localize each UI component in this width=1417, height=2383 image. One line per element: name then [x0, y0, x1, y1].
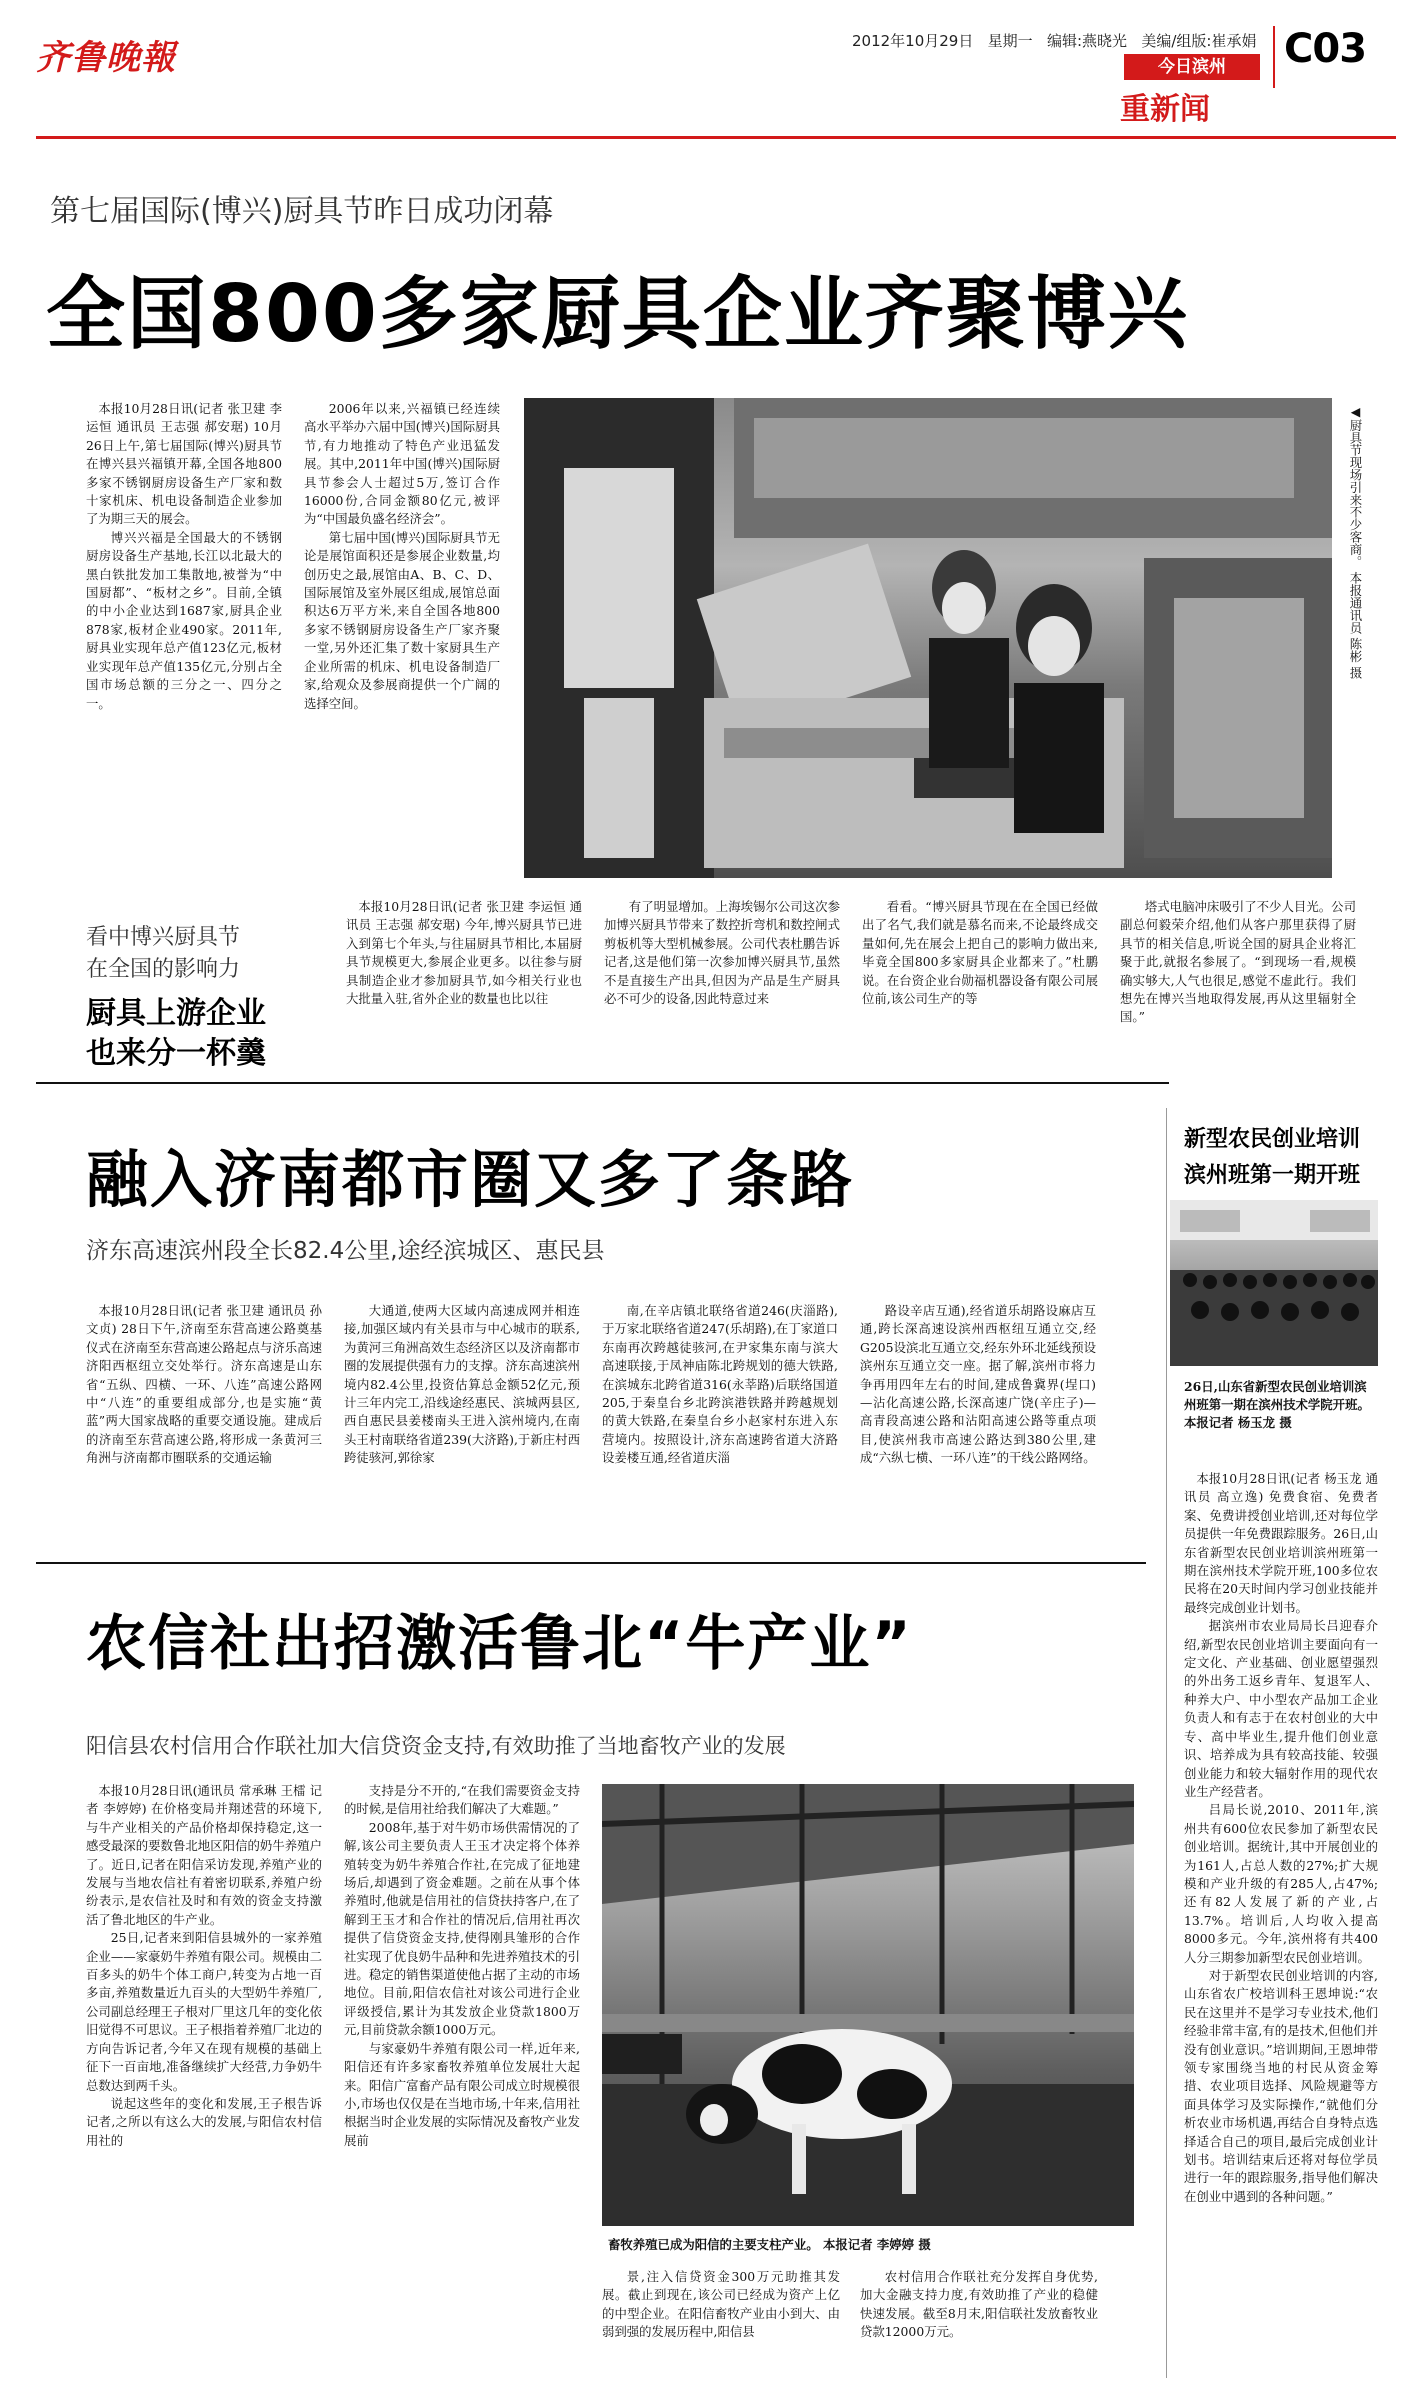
paragraph: 博兴兴福是全国最大的不锈钢厨房设备生产基地,长江以北最大的黑白铁批发加工集散地,被誉为“中国厨都”、“板材之乡”。目前,全镇的中小企业达到1687家,厨具企业878家,板材企业490家。2011年,厨具业实现年总产值123亿元,板材业实现年总产值135亿元,分别占全国市场总额的三分之一、四分之一。 [86, 529, 282, 711]
story1-column-1 [86, 400, 282, 870]
side-kicker-2: 在全国的影响力 [86, 957, 241, 982]
story3-column-2 [344, 1782, 580, 2362]
column-name: 重新闻 [1120, 92, 1210, 127]
section-divider-2 [36, 1562, 1146, 1564]
editor-credit: 编辑:燕晓光 [1047, 32, 1128, 50]
paragraph: 与家豪奶牛养殖有限公司一样,近年来,阳信还有许多家畜牧养殖单位发展壮大起来。阳信广富畜产品有限公司成立时规模很小,市场也仅仅是在当地市场,十年来,信用社根据当时企业发展的实际情况及畜牧产业发展前 [344, 2040, 580, 2148]
right-column-divider [1166, 1108, 1167, 2378]
paragraph: 支持是分不开的,“在我们需要资金支持的时候,是信用社给我们解决了大难题。” [344, 1783, 580, 1817]
story3-column-1 [86, 1782, 322, 2362]
paragraph: 吕局长说,2010、2011年,滨州共有600位农民参加了新型农民创业培训。据统计,其中开展创业的为161人,占总人数的27%;扩大规模和产业升级的有285人,占47%;还有82人发展了新的产业,占13.7%。培训后,人均收入提高8000多元。今年,滨州将有共400人分三期参加新型农民创业培训。 [1184, 1802, 1378, 1965]
weekday: 星期一 [987, 32, 1033, 50]
paragraph: 对于新型农民创业培训的内容,山东省农广校培训科王恩坤说:“农民在这里并不是学习专业技术,他们经验非常丰富,有的是技术,但他们并没有创业意识。”培训期间,王恩坤带领专家围绕当地的村民从资金筹措、农业项目选择、风险规避等方面具体学习及实际操作,“就他们分析农业市场机遇,再结合自身特点选择适合自己的项目,最后完成创业计划书。培训结束后还将对每位学员进行一年的跟踪服务,指导他们解决在创业中遇到的各种问题。” [1184, 1967, 1378, 2204]
story3-photo-dairy-farm [602, 1784, 1134, 2226]
story4-headline-1: 新型农民创业培训 [1184, 1127, 1361, 1152]
story1-lower-column-1 [346, 898, 582, 1068]
masthead-logo: 齐鲁晚報 [36, 38, 176, 78]
paragraph: 看看。“博兴厨具节现在在全国已经做出了名气,我们就是慕名而来,不论最终成交量如何,先在展会上把自己的影响力做出来,毕竟全国800多家厨具企业都来了。”杜鹏说。在台资企业台勋福机器设备有限公司展位前,该公司生产的等 [862, 899, 1098, 1007]
section-tab: 今日滨州 [1124, 54, 1260, 80]
paragraph: 南,在辛店镇北联络省道246(庆淄路),于万家北联络省道247(乐胡路),在丁家道口东南再次跨越徒骇河,在尹家集东南与滨大高速联接,于凤神庙陈北跨规划的德大铁路,在滨城东北跨省道316(永莘路)后联络国道205,于秦皇台乡北跨滨港铁路并跨越规划的黄大铁路,在秦皇台乡小赵家村东进入东营境内。按照设计,济东高速跨省道大济路设姜楼互通,经省道庆淄 [602, 1303, 838, 1466]
expo-scene [524, 398, 1332, 878]
paragraph: 本报10月28日讯(记者 张卫建 通讯员 孙文贞) 28日下午,济南至东营高速公路奠基仪式在济南至东营高速公路起点与济乐高速济阳西枢纽立交处举行。济东高速是山东省“五纵、四横、一环、八连”高速公路网中“八连”的重要组成部分,也是实施“黄蓝”两大国家战略的重要交通设施。建成后的济南至东营高速公路,将形成一条黄河三角洲与济南都市圈联系的交通运输 [86, 1303, 322, 1466]
page-number: C03 [1284, 26, 1367, 72]
paragraph: 25日,记者来到阳信县城外的一家养殖企业——家豪奶牛养殖有限公司。规模由二百多头的奶牛个体工商户,转变为占地一百多亩,养殖数量近九百头的大型奶牛养殖厂,公司副总经理王子根对厂里这几年的变化依旧觉得不可思议。王子根指着养殖厂北边的方向告诉记者,今年又在现有规模的基础上征下一百亩地,准备继续扩大经营,力争奶牛总数达到两千头。 [86, 1930, 322, 2093]
story3-subhead: 阳信县农村信用合作联社加大信贷资金支持,有效助推了当地畜牧产业的发展 [86, 1734, 786, 1758]
paragraph: 路设辛店互通),经省道乐胡路设麻店互通,跨长深高速设滨州西枢纽互通立交,经G205设滨北互通立交,经东外环北延线预设滨州东互通立交一座。据了解,滨州市将力争再用四年左右的时间,建成鲁冀界(埕口)—沾化高速公路,长深高速广饶(辛庄子)—高青段高速公路和沾阳高速公路等重点项目,使滨州我市高速公路达到380公里,建成“六纵七横、一环八连”的干线公路网络。 [860, 1303, 1096, 1466]
story1-photo-caption: ◀厨具节现场引来不少客商。 本报通讯员 陈彬 摄 [1348, 404, 1363, 679]
masthead-divider [1273, 26, 1275, 88]
section-divider-1 [36, 1082, 1169, 1084]
paragraph: 景,注入信贷资金300万元助推其发展。截止到现在,该公司已经成为资产上亿的中型企业。在阳信畜牧产业由小到大、由弱到强的发展历程中,阳信县 [602, 2269, 840, 2340]
story1-lower-column-2 [604, 898, 840, 1068]
paragraph: 本报10月28日讯(记者 张卫建 李运恒 通讯员 王志强 郝安琚) 10月26日上午,第七届国际(博兴)厨具节在博兴县兴福镇开幕,全国各地800多家不锈钢厨房设备生产厂家和数十家机床、机电设备制造企业参加了为期三天的展会。 [86, 401, 282, 527]
story4-headline-2: 滨州班第一期开班 [1184, 1163, 1361, 1188]
paragraph: 农村信用合作联社充分发挥自身优势,加大金融支持力度,有效助推了产业的稳健快速发展。截至8月末,阳信联社发放畜牧业贷款12000万元。 [860, 2269, 1098, 2340]
paragraph: 大通道,使两大区域内高速成网并相连接,加强区域内有关县市与中心城市的联系,为黄河三角洲高效生态经济区以及济南都市圈的发展提供强有力的支撑。济东高速滨州境内82.4公里,投资估算总金额52亿元,预计三年内完工,沿线途经惠民、滨城两县区,西自惠民县姜楼南头王进入滨州境内,在南头王村南联络省道239(大济路),于新庄村西跨徒骇河,郭徐家 [344, 1303, 580, 1466]
story4-photo-training-class [1170, 1200, 1378, 1366]
story2-column-3 [602, 1302, 838, 1532]
paragraph: 本报10月28日讯(记者 张卫建 李运恒 通讯员 王志强 郝安琚) 今年,博兴厨具节已进入到第七个年头,与往届厨具节相比,本届厨具节规模更大,参展企业更多。以往参与厨具制造企业才参加厨具节,如今相关行业也大批量入驻,省外企业的数量也比以往 [346, 899, 582, 1007]
story1-column-2 [304, 400, 500, 870]
story3-headline: 农信社出招激活鲁北“牛产业” [86, 1609, 913, 1679]
story4-photo-caption: 26日,山东省新型农民创业培训滨州班第一期在滨州技术学院开班。 本报记者 杨玉龙 摄 [1184, 1379, 1370, 1430]
paragraph: 2008年,基于对牛奶市场供需情况的了解,该公司主要负责人王玉才决定将个体养殖转变为奶牛养殖合作社,在完成了征地建场后,却遇到了资金难题。之前在从事个体养殖时,他就是信用社的信贷扶持客户,在了解到王玉才和合作社的情况后,信用社再次提供了信贷资金支持,使得刚具雏形的合作社实现了优良奶牛品种和先进养殖技术的引进。稳定的销售渠道使他占据了主动的市场地位。目前,阳信农信社对该公司进行企业评级授信,累计为其发放企业贷款1800万元,目前贷款余额1000万元。 [344, 1819, 580, 2038]
story3-lower-column-2 [860, 2268, 1098, 2378]
story2-column-2 [344, 1302, 580, 1532]
story1-photo-kitchen-expo [524, 398, 1332, 878]
paragraph: 塔式电脑冲床吸引了不少人目光。公司副总何毅荣介绍,他们从客户那里获得了厨具节的相关信息,听说全国的厨具企业将汇聚于此,就报名参展了。“到现场一看,规模确实够大,人气也很足,感觉不虚此行。我们想先在博兴当地取得发展,再从这里辐射全国。” [1120, 899, 1356, 1025]
story3-photo-caption: 畜牧养殖已成为阳信的主要支柱产业。 本报记者 李婷婷 摄 [608, 2237, 931, 2252]
masthead [0, 0, 1417, 140]
paragraph: 本报10月28日讯(记者 杨玉龙 通讯员 高立逸) 免费食宿、免费者案、免费讲授创业培训,还对每位学员提供一年免费跟踪服务。26日,山东省新型农民创业培训滨州班第一期在滨州技术学院开班,100多位农民将在20天时间内学习创业技能并最终完成创业计划书。 [1184, 1471, 1378, 1615]
story1-headline: 全国800多家厨具企业齐聚博兴 [46, 268, 1189, 360]
barn-scene [602, 1784, 1134, 2226]
classroom-scene [1170, 1200, 1378, 1366]
paragraph: 2006年以来,兴福镇已经连续高水平举办六届中国(博兴)国际厨具节,有力地推动了特色产业迅猛发展。其中,2011年中国(博兴)国际厨具节参会人士超过5万,签订合作16000份,合同金额80亿元,被评为“中国最负盛名经济会”。 [304, 401, 500, 527]
paragraph: 本报10月28日讯(通讯员 常承琳 王檑 记者 李婷婷) 在价格变局并翔述营的环境下,与牛产业相关的产品价格却保持稳定,这一感受最深的要数鲁北地区阳信的奶牛养殖户了。近日,记者在阳信采访发现,养殖产业的发展与当地农信社有着密切联系,养殖户纷纷表示,是农信社及时和有效的资金支持激活了鲁北地区的牛产业。 [86, 1783, 322, 1927]
story1-lower-column-3 [862, 898, 1098, 1068]
story1-lower-column-4 [1120, 898, 1356, 1068]
story4-body [1184, 1470, 1378, 2375]
story1-kicker: 第七届国际(博兴)厨具节昨日成功闭幕 [50, 194, 554, 229]
story2-subhead: 济东高速滨州段全长82.4公里,途经滨城区、惠民县 [86, 1238, 605, 1264]
paragraph: 有了明显增加。上海埃锡尔公司这次参加博兴厨具节带来了数控折弯机和数控闸式剪板机等大型机械参展。公司代表杜鹏告诉记者,这是他们第一次参加博兴厨具节,虽然不是直接生产出具,但因为产品是生产厨具必不可少的设备,因此特意过来 [604, 899, 840, 1007]
issue-date: 2012年10月29日 [852, 32, 974, 50]
designer-credit: 美编/组版:崔承娟 [1141, 32, 1257, 50]
side-headline-2: 也来分一杯羹 [86, 1036, 266, 1071]
masthead-rule [36, 136, 1396, 139]
story2-column-1 [86, 1302, 322, 1532]
date-line [852, 30, 1256, 51]
paragraph: 据滨州市农业局局长吕迎春介绍,新型农民创业培训主要面向有一定文化、产业基础、创业愿望强烈的外出务工返乡青年、复退军人、种养大户、中小型农产品加工企业负责人和有志于在农村创业的大中专、高中毕业生,提升他们创业意识、培养成为具有较高技能、较强创业能力和较大辐射作用的现代农业生产经营者。 [1184, 1618, 1378, 1799]
story2-column-4 [860, 1302, 1096, 1532]
story3-lower-column-1 [602, 2268, 840, 2378]
paragraph: 说起这些年的变化和发展,王子根告诉记者,之所以有这么大的发展,与阳信农村信用社的 [86, 2095, 322, 2148]
story2-headline: 融入济南都市圈又多了条路 [86, 1143, 855, 1216]
paragraph: 第七届中国(博兴)国际厨具节无论是展馆面积还是参展企业数量,均创历史之最,展馆由A、B、C、D、国际展馆及室外展区组成,展馆总面积达6万平方米,来自全国各地800多家不锈钢厨房设备生产厂家齐聚一堂,另外还汇集了数十家厨具生产企业所需的机床、机电设备制造厂家,给观众及参展商提供一个广阔的选择空间。 [304, 529, 500, 711]
side-headline-1: 厨具上游企业 [86, 996, 266, 1031]
side-kicker-1: 看中博兴厨具节 [86, 925, 241, 950]
